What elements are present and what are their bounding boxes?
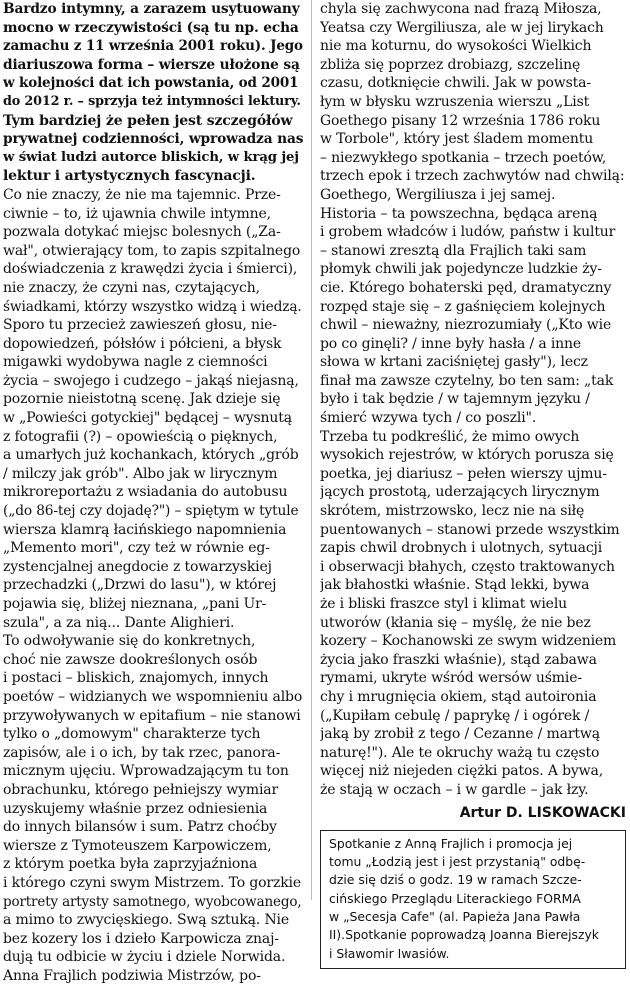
article-text-line: pozwala dotykać miejsc bolesnych („Za-	[3, 224, 281, 241]
announcement-line: Spotkanie z Anną Frajlich i promocja jej	[329, 835, 573, 851]
article-text-line: że stają w oczach – i w gardle – jak łzy.	[320, 781, 589, 798]
article-text-line: Sporo tu przecież zawieszeń głosu, nie-	[3, 317, 277, 334]
article-column-right	[320, 0, 626, 969]
article-text-line: cie. Którego bohaterski pęd, dramatyczny	[320, 279, 612, 296]
article-text-line: przechadzki („Drzwi do lasu"), w której	[3, 577, 277, 594]
article-text-line: w Torbole", który jest śladem momentu	[320, 131, 594, 148]
article-text-line: portrety artysty samotnego, wyobcowanego,	[3, 893, 302, 910]
article-text-line: nie ma koturnu, do wysokości Wielkich	[320, 38, 592, 55]
article-text-line: Tym bardziej że pełen jest szczegółów	[3, 112, 293, 129]
article-text-line: wał", otwierający tom, to zapis szpitalnego	[3, 242, 301, 259]
announcement-line: w „Secesja Cafe" (al. Papieża Jana Pawła	[329, 909, 581, 925]
article-text-line: słowa w krtani zaciśniętej gasły"), lecz	[320, 354, 588, 371]
article-text-line: zbliża się poprzez drobiazg, szczelinę	[320, 56, 581, 73]
article-text-line: a mimo to zwycięskiego. Swą sztuką. Nie	[3, 912, 290, 929]
article-text-line: przywoływanych w epitafium – nie stanowi	[3, 707, 301, 724]
article-text-line: Goethego pisany 12 września 1786 roku	[320, 112, 601, 129]
article-text-line: zamachu z 11 września 2001 roku). Jego	[3, 38, 303, 55]
article-text-line: wysokich rejestrów, w których porusza się	[320, 447, 614, 464]
article-text-line: choć nie zawsze dookreślonych osób	[3, 651, 258, 668]
article-text-line: z którym poetka była zaprzyjaźniona	[3, 856, 258, 873]
article-text-line: zystencjalnej anegdocie z towarzyskiej	[3, 558, 272, 575]
article-text-line: rozpęd staje się – z gaśnięciem kolejnych	[320, 298, 606, 315]
article-text-line: w kolejności dat ich powstania, od 2001	[3, 75, 299, 92]
article-text-line: Historia – ta powszechna, będąca areną	[320, 205, 598, 222]
article-text-line: utworów (kłania się – myślę, że nie bez	[320, 614, 591, 631]
article-text-line: wiersza klamrą łacińskiego napomnienia	[3, 521, 287, 538]
announcement-line: II).Spotkanie poprowadzą Joanna Bierejszyk	[329, 927, 599, 943]
article-text-line: zapisów, ale i o ich, by tak rzec, panora-	[3, 744, 281, 761]
article-text-line: chyla się zachwycona nad frazą Miłosza,	[320, 1, 602, 17]
article-text-line: a umarłych już kochankach, których „grób	[3, 447, 299, 464]
article-text-line: i którego czyni swym Mistrzem. To gorzkie	[3, 874, 301, 891]
article-text-line: diariuszowa forma – wiersze ułożone są	[3, 56, 300, 73]
article-column-left	[3, 0, 303, 985]
article-text-line: łym w błysku wzruszenia wierszu „List	[320, 93, 590, 110]
announcement-line: cińskiego Przeglądu Literackiego FORMA	[329, 890, 581, 906]
article-text-line: śmierć wzywa tych / co poszli".	[320, 410, 537, 427]
article-text-line: skrótem, mistrzowsko, lecz nie na siłę	[320, 503, 585, 520]
article-text-line: i obserwacji błahych, często traktowanych	[320, 558, 615, 575]
article-text-line: dują tu odbicie w życiu i dziele Norwida.	[3, 949, 286, 966]
article-column-right-text	[320, 0, 626, 800]
article-text-line: że i bliski fraszce styl i klimat wielu	[320, 596, 568, 612]
article-text-line: życia jako fraszki właśnie), stąd zabawa	[320, 651, 597, 668]
article-text-line: uzyskujemy właśnie przez odniesienia	[3, 800, 268, 817]
article-text-line: chwil – nieważny, niezrozumiały („Kto wie	[320, 317, 612, 334]
article-text-line: doświadczenia z krawędzi życia i śmierci),	[3, 261, 298, 278]
article-text-line: nie znaczy, że czyni nas, czytających,	[3, 279, 260, 296]
article-text-line: rymami, ukryte wśród wersów uśmie-	[320, 670, 582, 687]
article-text-line: Anna Frajlich podziwia Mistrzów, po-	[3, 967, 261, 984]
announcement-line: i Sławomir Iwasiów.	[329, 945, 450, 961]
article-text-line: naturę!"). Ale te okruchy ważą tu często	[320, 744, 600, 761]
article-text-line: czasu, dotknięcie chwili. Jak w powsta-	[320, 75, 591, 92]
article-text-line: bez kozery los i dzieło Karpowicza znaj-	[3, 930, 279, 947]
article-text-line: – niezwykłego spotkania – trzech poetów,	[320, 149, 607, 166]
author-signature: Artur D. LISKOWACKI	[459, 804, 626, 821]
article-text-line: tylko o „domowym" charakterze tych	[3, 726, 261, 743]
article-text-line: mikroreportażu z wsiadania do autobusu	[3, 484, 288, 501]
article-text-line: poetka, jej diariusz – pełen wierszy ujmu-	[320, 465, 607, 482]
article-text-line: i postaci – bliskich, znajomych, innych	[3, 670, 269, 687]
article-text-line: z fotografii (?) – opowieścią o pięknych,	[3, 428, 278, 445]
article-text-line: micznym ujęciu. Wprowadzającym tu ton	[3, 763, 289, 780]
column-divider	[311, 0, 312, 900]
article-text-line: poetów – widzianych we wspomnieniu albo	[3, 688, 303, 705]
article-text-line: do 2012 r. – sprzyja też intymności lektury.	[3, 93, 301, 109]
announcement-line: tomu „Łodzią jest i jest przystanią" odbę-	[329, 853, 586, 869]
article-text-line: / milczy jak grób". Albo jak w lirycznym	[3, 465, 278, 482]
article-text-line: w świat ludzi autorce bliskich, w krąg jej	[3, 149, 299, 165]
article-text-line: i grobem władców i ludów, państw i kultur	[320, 224, 616, 241]
article-text-line: było i tak będzie / w tajemnym języku /	[320, 391, 590, 408]
article-text-line: pojawia się, bliżej nieznana, „pani Ur-	[3, 596, 267, 612]
article-text-line: To odwoływanie się do konkretnych,	[3, 633, 256, 650]
article-text-line: szula", a za nią... Dante Alighieri.	[3, 614, 235, 631]
announcement-box	[320, 830, 626, 970]
article-text-line: jak błahostki właśnie. Stąd lekki, bywa	[320, 577, 590, 594]
article-text-line: ciwnie – to, iż ujawnia chwile intymne,	[3, 205, 271, 222]
article-text-line: pozornie nieistotną scenę. Jak dzieje się	[3, 391, 281, 408]
article-text-line: Bardzo intymny, a zarazem usytuowany	[3, 1, 300, 17]
article-text-line: dopowiedzeń, półsłów i półcieni, a błysk	[3, 335, 282, 352]
article-text-line: zapis chwil drobnych i ulotnych, sytuacji	[320, 540, 603, 557]
article-text-line: lektur i artystycznych fascynacji.	[3, 168, 256, 185]
article-text-line: – stanowi zresztą dla Frajlich taki sam	[320, 242, 587, 259]
article-text-line: jących prostotą, uderzających lirycznym	[320, 484, 600, 501]
article-text-line: w „Powieści gotyckiej" będącej – wysnutą	[3, 410, 292, 427]
article-text-line: Goethego, Wergiliusza i jej samej.	[320, 186, 556, 203]
article-text-line: chy i mrugnięcia okiem, stąd autoironia	[320, 688, 597, 705]
article-text-line: wiersze z Tymoteuszem Karpowiczem,	[3, 837, 272, 854]
article-text-line: Co nie znaczy, że nie ma tajemnic. Prze-	[3, 186, 281, 203]
article-text-line: jaką by zrobił z tego / Cezanne / martwą	[320, 726, 600, 743]
article-text-line: puentowanych – stanowi przede wszystkim	[320, 521, 620, 538]
article-text-line: Trzeba tu podkreślić, że mimo owych	[320, 428, 580, 445]
article-text-line: po co ginęli? / inne były hasła / a inne	[320, 335, 582, 352]
article-text-line: więcej niż niejeden ciężki patos. A bywa,	[320, 763, 604, 780]
article-text-line: („Kupiłam cebulę / paprykę / i ogórek /	[320, 707, 590, 724]
article-text-line: finał ma zawsze czytelny, bo ten sam: „tak	[320, 372, 614, 389]
article-text-line: „Memento mori", czy też w równie eg-	[3, 540, 270, 557]
article-text-line: świadkami, którzy wszystko widzą i wiedzą.	[3, 298, 302, 315]
article-text-line: trzech epok i trzech zachwytów nad chwilą:	[320, 168, 625, 185]
article-text-line: płomyk chwili jak pojedyncze ludzkie ży-	[320, 261, 602, 278]
article-text-line: życia – swojego i cudzego – jakąś niejasną,	[3, 372, 299, 389]
article-text-line: Yeatsa czy Wergiliusza, ale w jej lirykach	[320, 19, 604, 36]
article-text-line: obrachunku, którego pełniejszy wymiar	[3, 781, 279, 798]
article-text-line: prywatnej codzienności, wprowadza nas	[3, 131, 303, 148]
article-text-line: mocno w rzeczywistości (są tu np. echa	[3, 19, 299, 36]
article-text-line: migawki wydobywa nagle z ciemności	[3, 354, 268, 371]
article-text-line: kozery – Kochanowski ze swym widzeniem	[320, 633, 617, 650]
article-text-line: („do 86-tej czy dojadę?") – spiętym w tytule	[3, 503, 299, 520]
announcement-line: dzie się dziś o godz. 19 w ramach Szcze-	[329, 872, 582, 888]
article-text-line: do innych bilansów i sum. Patrz choćby	[3, 819, 277, 836]
